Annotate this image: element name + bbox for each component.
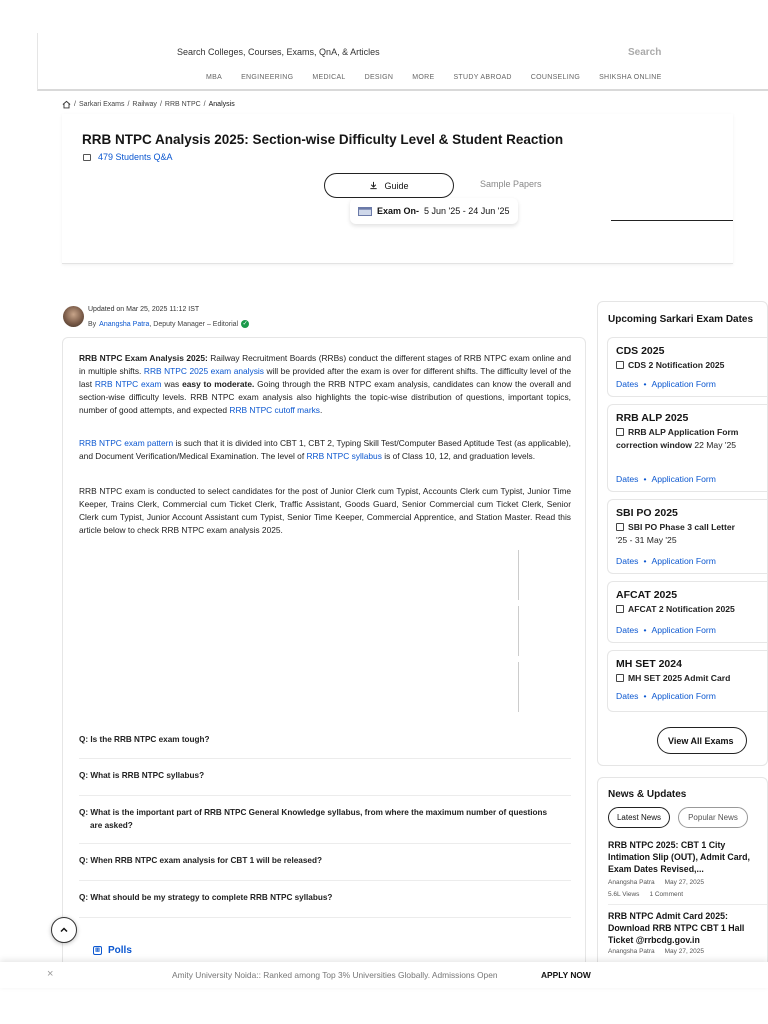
exam-card[interactable] bbox=[607, 404, 768, 492]
posts-paragraph: RRB NTPC exam is conducted to select candidates for the post of Junior Clerk cum Typist, Accounts Clerk cum Typist, Junior Time Keeper, Trains Clerk, Commercial cum Ticket Clerk, Traffic Assistant, Goods Guard, Senior Commercial cum Ticket Clerk, Senior Clerk cum Typist, Junior Account Assistant cum Typist, Senior Time Keeper, Commercial Apprentice, and Station Master. Read this article below to check RRB NTPC exam analysis 2025. bbox=[79, 486, 571, 535]
news-meta: Anangsha Patra May 27, 2025 bbox=[608, 948, 705, 955]
breadcrumb-analysis: Analysis bbox=[208, 101, 235, 108]
author-role: , Deputy Manager – Editorial bbox=[149, 320, 239, 328]
faq-divider bbox=[79, 843, 571, 844]
nav-mba[interactable]: MBA bbox=[206, 74, 223, 81]
faq-divider bbox=[79, 880, 571, 881]
exam-on-label: Exam On- bbox=[377, 206, 420, 216]
verified-icon: ✓ bbox=[242, 321, 248, 327]
chevron-up-icon bbox=[59, 925, 69, 935]
exam-links: Dates • Application Form bbox=[616, 379, 716, 389]
poll-icon: ▥ bbox=[93, 946, 102, 955]
tab-latest-news[interactable]: Latest News bbox=[608, 807, 670, 828]
nav-design[interactable]: DESIGN bbox=[364, 74, 394, 81]
page-title: RRB NTPC Analysis 2025: Section-wise Difficulty Level & Student Reaction bbox=[82, 132, 564, 147]
search-button[interactable]: Search bbox=[628, 47, 662, 58]
guide-button[interactable] bbox=[324, 173, 454, 198]
faq-question[interactable]: Q: Is the RRB NTPC exam tough? bbox=[79, 735, 210, 744]
exam-card[interactable] bbox=[607, 581, 768, 643]
author-avatar[interactable] bbox=[63, 306, 84, 327]
application-form-link[interactable]: Application Form bbox=[651, 556, 716, 566]
exam-card[interactable] bbox=[607, 650, 768, 712]
exam-card[interactable] bbox=[607, 337, 768, 397]
scroll-to-top-button[interactable] bbox=[51, 917, 77, 943]
exam-dates: 5 Jun '25 - 24 Jun '25 bbox=[424, 206, 510, 216]
apply-now-button[interactable]: APPLY NOW bbox=[541, 970, 591, 980]
nav-engineering[interactable]: ENGINEERING bbox=[241, 74, 294, 81]
exam-name: AFCAT 2025 bbox=[616, 589, 678, 601]
dates-link[interactable]: Dates bbox=[616, 556, 639, 566]
dates-link[interactable]: Dates bbox=[616, 691, 639, 701]
sticky-ad-bar bbox=[0, 962, 768, 988]
close-icon[interactable]: × bbox=[47, 968, 54, 980]
dates-link[interactable]: Dates bbox=[616, 474, 639, 484]
intro-lead: RRB NTPC Exam Analysis 2025: bbox=[79, 353, 208, 363]
rrb-ntpc-exam-link[interactable]: RRB NTPC exam bbox=[94, 378, 162, 389]
news-title: News & Updates bbox=[608, 789, 687, 800]
guide-label: Guide bbox=[384, 180, 409, 191]
faq-divider bbox=[79, 917, 571, 918]
article-body bbox=[62, 337, 586, 977]
exam-links: Dates • Application Form bbox=[616, 691, 716, 701]
exam-name: CDS 2025 bbox=[616, 345, 665, 357]
exam-event: RRB ALP Application Form correction window 22 May '25 bbox=[616, 427, 739, 450]
pattern-paragraph: RRB NTPC exam pattern is such that it is divided into CBT 1, CBT 2, Typing Skill Test/Computer Based Aptitude Test (as applicable), and Document Verification/Medical Examination. The level of RRB NTPC syllabus is of Class 10, 12, and graduation levels. bbox=[79, 438, 572, 461]
breadcrumb-rrb-ntpc[interactable]: RRB NTPC bbox=[164, 101, 201, 108]
exam-pattern-link[interactable]: RRB NTPC exam pattern bbox=[79, 438, 174, 448]
exam-name: RRB ALP 2025 bbox=[616, 412, 689, 424]
qa-icon bbox=[83, 154, 91, 161]
faq-question[interactable]: Q: What should be my strategy to complete RRB NTPC syllabus? bbox=[79, 893, 333, 902]
news-headline[interactable]: RRB NTPC Admit Card 2025: Download RRB NTPC CBT 1 Hall Ticket @rrbcdg.gov.in bbox=[608, 911, 745, 945]
polls-label: Polls bbox=[108, 945, 132, 956]
site-header bbox=[37, 33, 768, 91]
exam-links: Dates • Application Form bbox=[616, 625, 716, 635]
exam-name: MH SET 2024 bbox=[616, 658, 682, 670]
exam-date-badge bbox=[350, 198, 518, 224]
syllabus-link[interactable]: RRB NTPC syllabus bbox=[306, 450, 382, 461]
byline bbox=[88, 320, 249, 328]
upcoming-exams-title: Upcoming Sarkari Exam Dates bbox=[608, 314, 754, 325]
faq-question[interactable]: Q: What is RRB NTPC syllabus? bbox=[79, 771, 205, 780]
faq-divider bbox=[79, 758, 571, 759]
view-all-exams-button[interactable]: View All Exams bbox=[657, 727, 747, 754]
exam-links: Dates • Application Form bbox=[616, 556, 716, 566]
calendar-icon bbox=[616, 361, 624, 369]
author-name-link[interactable]: Anangsha Patra bbox=[99, 320, 150, 328]
download-icon bbox=[369, 181, 378, 190]
tab-underline bbox=[611, 220, 733, 221]
exam-name: SBI PO 2025 bbox=[616, 507, 678, 519]
calendar-icon bbox=[616, 523, 624, 531]
breadcrumb-railway[interactable]: Railway bbox=[132, 101, 157, 108]
exam-links: Dates • Application Form bbox=[616, 474, 716, 484]
application-form-link[interactable]: Application Form bbox=[651, 379, 716, 389]
nav-counseling[interactable]: COUNSELING bbox=[530, 74, 581, 81]
search-input[interactable]: Search Colleges, Courses, Exams, QnA, & Articles bbox=[177, 47, 380, 57]
faq-question[interactable]: Q: When RRB NTPC exam analysis for CBT 1 will be released? bbox=[79, 856, 322, 865]
tab-popular-news[interactable]: Popular News bbox=[678, 807, 748, 828]
updated-date: Updated on Mar 25, 2025 11:12 IST bbox=[88, 306, 200, 313]
exam-event: AFCAT 2 Notification 2025 bbox=[616, 603, 768, 616]
article-header-card bbox=[62, 114, 733, 264]
application-form-link[interactable]: Application Form bbox=[651, 474, 716, 484]
news-headline[interactable]: RRB NTPC 2025: CBT 1 City Intimation Slip (OUT), Admit Card, Exam Dates Revised,... bbox=[608, 840, 750, 874]
nav-study-abroad[interactable]: STUDY ABROAD bbox=[453, 74, 512, 81]
exam-event: SBI PO Phase 3 call Letter '25 - 31 May '25 bbox=[616, 522, 735, 545]
nav-more[interactable]: MORE bbox=[412, 74, 435, 81]
nav-shiksha-online[interactable]: SHIKSHA ONLINE bbox=[599, 74, 662, 81]
exam-event: CDS 2 Notification 2025 bbox=[616, 359, 768, 372]
home-icon[interactable] bbox=[62, 100, 71, 109]
ad-placeholder-divider bbox=[518, 550, 519, 600]
calendar-icon bbox=[616, 605, 624, 613]
news-divider bbox=[608, 904, 768, 905]
calendar-icon bbox=[616, 674, 624, 682]
breadcrumb-sarkari-exams[interactable]: Sarkari Exams bbox=[78, 101, 125, 108]
news-meta: Anangsha Patra May 27, 2025 bbox=[608, 879, 705, 886]
exam-analysis-link[interactable]: RRB NTPC 2025 exam analysis bbox=[143, 365, 264, 376]
upcoming-exams-widget bbox=[597, 301, 768, 766]
sample-papers-tab[interactable]: Sample Papers bbox=[480, 179, 542, 189]
application-form-link[interactable]: Application Form bbox=[651, 691, 716, 701]
students-qa-link[interactable] bbox=[83, 152, 173, 162]
calendar-icon bbox=[358, 206, 372, 216]
polls-section[interactable] bbox=[93, 945, 132, 956]
students-qa-label: 479 Students Q&A bbox=[98, 152, 173, 162]
ad-placeholder-divider bbox=[518, 606, 519, 656]
breadcrumb: / Sarkari Exams / Railway / RRB NTPC / Analysis bbox=[62, 100, 235, 109]
calendar-icon bbox=[616, 428, 624, 436]
ad-placeholder-divider bbox=[518, 662, 519, 712]
faq-question[interactable]: Q: What is the important part of RRB NTPC General Knowledge syllabus, from where the maximum number of questions are asked? bbox=[79, 808, 548, 830]
main-nav bbox=[206, 74, 681, 81]
exam-event: MH SET 2025 Admit Card bbox=[616, 672, 768, 685]
dates-link[interactable]: Dates bbox=[616, 625, 639, 635]
application-form-link[interactable]: Application Form bbox=[651, 625, 716, 635]
faq-divider bbox=[79, 795, 571, 796]
cutoff-marks-link[interactable]: RRB NTPC cutoff marks bbox=[229, 404, 320, 415]
nav-medical[interactable]: MEDICAL bbox=[312, 74, 346, 81]
dates-link[interactable]: Dates bbox=[616, 379, 639, 389]
news-stats: 5.6L Views 1 Comment bbox=[608, 891, 684, 898]
by-label: By bbox=[88, 320, 97, 328]
intro-paragraph: RRB NTPC Exam Analysis 2025: Railway Recruitment Boards (RRBs) conduct the different stages of RRB NTPC exam online and in multiple shifts. RRB NTPC 2025 exam analysis will be provided after the exam is over for different shifts. The difficulty level of the last RRB NTPC exam was easy to moderate. Going through the RRB NTPC exam analysis, candidates can know the overall and section-wise difficulty levels. RRB NTPC exam analysis also highlights the topic-wise distribution of questions, important topics, number of good attempts, and expected RRB NTPC cutoff marks. bbox=[79, 353, 572, 415]
ad-text[interactable]: Amity University Noida:: Ranked among Top 3% Universities Globally. Admissions Open bbox=[172, 970, 498, 980]
exam-card[interactable] bbox=[607, 499, 768, 574]
news-updates-widget bbox=[597, 777, 768, 977]
